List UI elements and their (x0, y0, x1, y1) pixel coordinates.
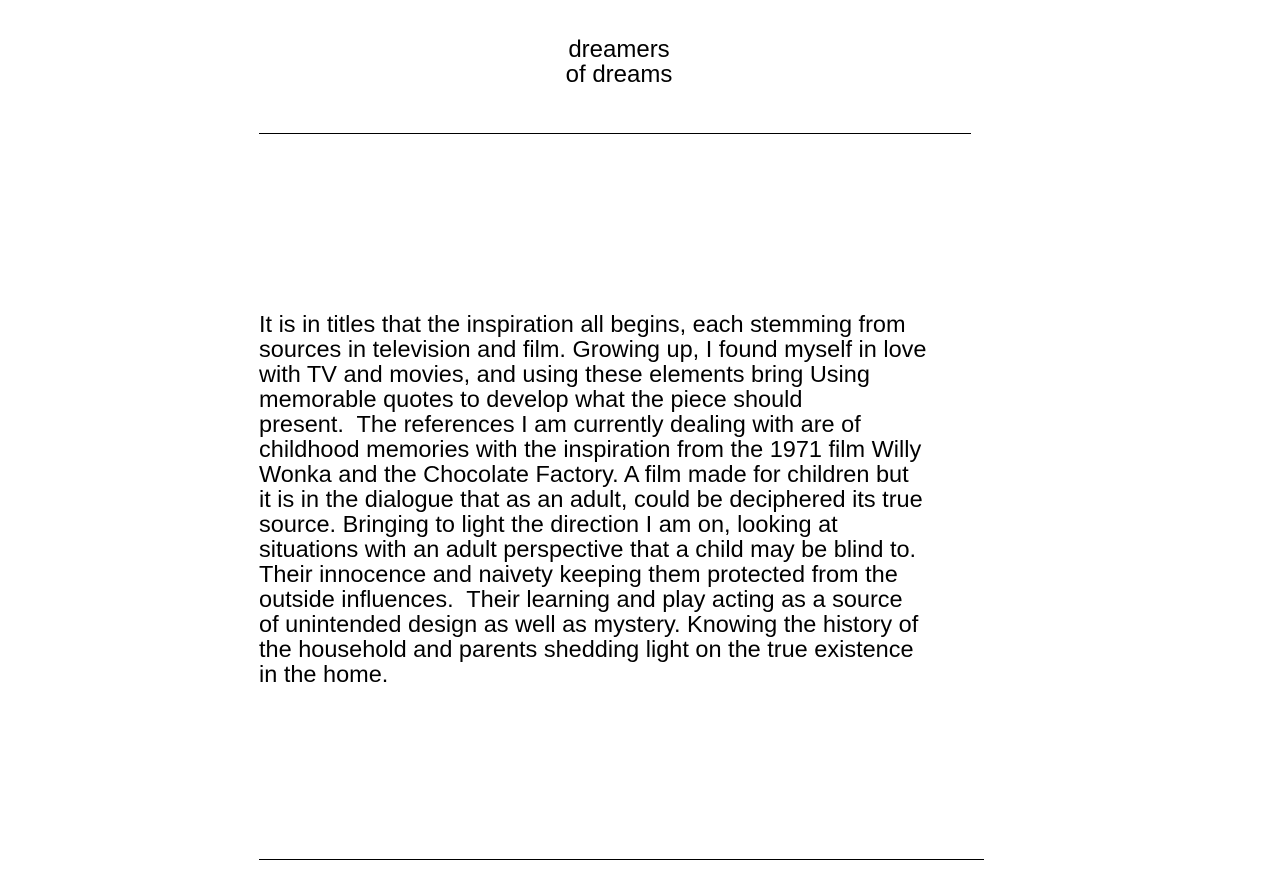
text-line: it is in the dialogue that as an adult, could be deciphered its true (259, 486, 923, 512)
text-line: with TV and movies, and using these elements bring Using (259, 361, 870, 387)
text-line: outside influences. Their learning and play acting as a source (259, 586, 903, 612)
text-line: childhood memories with the inspiration from the 1971 film Willy (259, 436, 922, 462)
text-line: in the home. (259, 661, 389, 687)
top-divider (259, 133, 971, 134)
page-title (520, 37, 718, 87)
text-line: present. The references I am currently dealing with are of (259, 411, 861, 437)
text-line: sources in television and film. Growing up, I found myself in love (259, 336, 927, 362)
bottom-divider (259, 859, 984, 860)
title-line-1: dreamers (568, 36, 670, 63)
text-line: Their innocence and naivety keeping them protected from the (259, 561, 898, 587)
text-line: source. Bringing to light the direction I am on, looking at (259, 511, 838, 537)
text-line: of unintended design as well as mystery. Knowing the history of (259, 611, 919, 637)
text-line: It is in titles that the inspiration all begins, each stemming from (259, 311, 906, 337)
body-paragraph (259, 312, 999, 687)
text-line: memorable quotes to develop what the piece should (259, 386, 803, 412)
text-line: situations with an adult perspective that a child may be blind to. (259, 536, 917, 562)
text-line: the household and parents shedding light on the true existence (259, 636, 914, 662)
text-line: Wonka and the Chocolate Factory. A film made for children but (259, 461, 909, 487)
title-line-2: of dreams (565, 61, 673, 88)
